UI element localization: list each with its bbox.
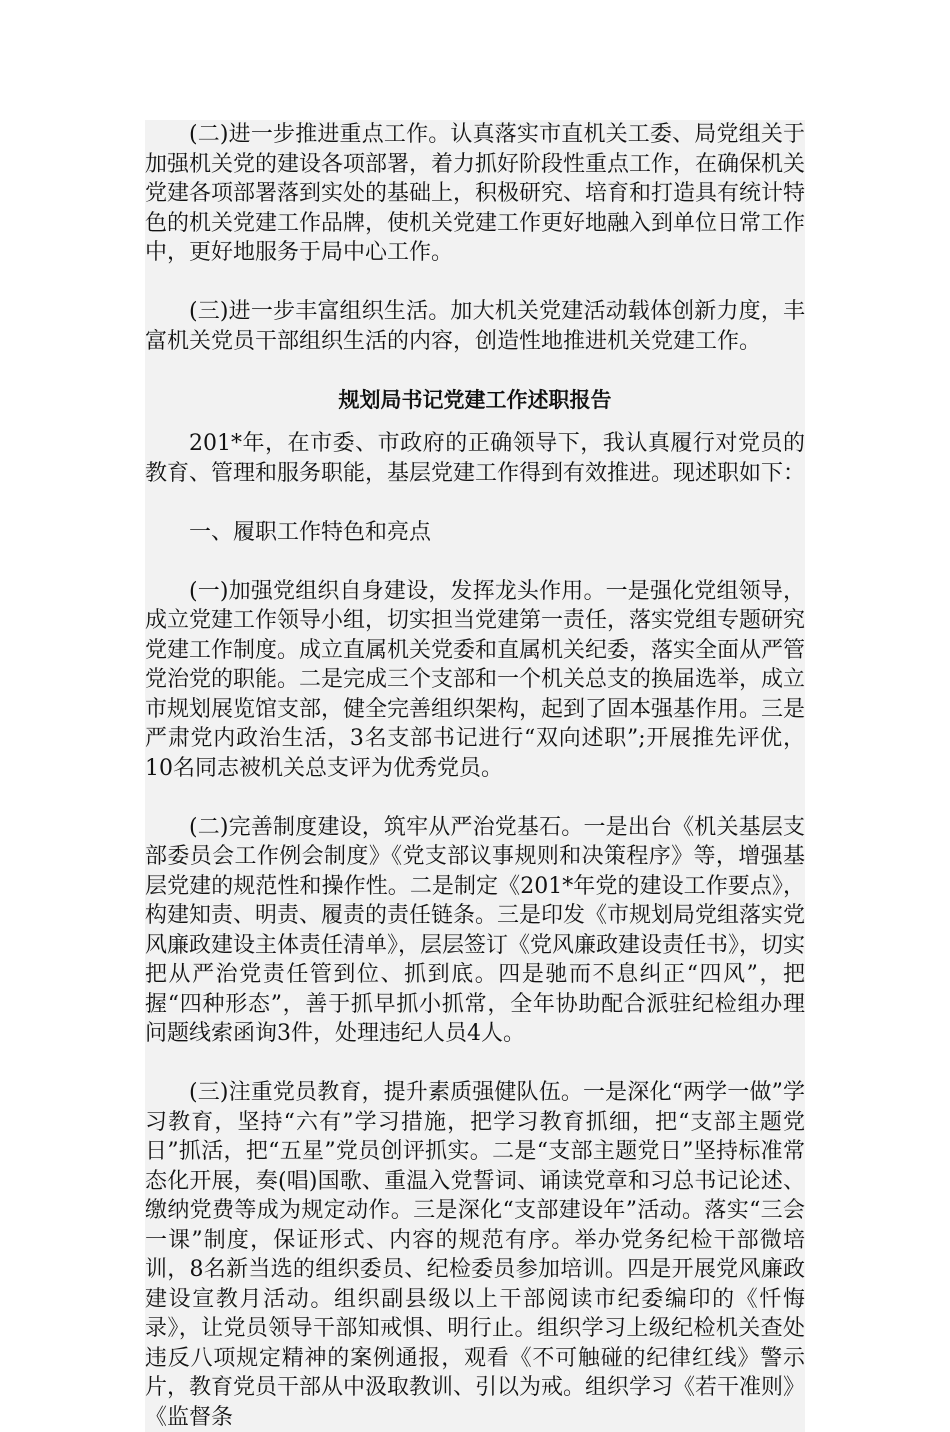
paragraph-party-building: (一)加强党组织自身建设，发挥龙头作用。一是强化党组领导，成立党建工作领导小组，切实担当党建第一责任，落实党组专题研究党建工作制度。成立直属机关党委和直属机关纪委，落实全面从严管党治党的职能。二是完成三个支部和一个机关总支的换届选举，成立市规划展览馆支部，健全完善组织架构，起到了固本强基作用。三是严肃党内政治生活，3名支部书记进行“双向述职”;开展推先评优，10名同志被机关总支评为优秀党员。 — [145, 578, 806, 781]
section-heading-highlights: 一、履职工作特色和亮点 — [189, 519, 432, 545]
paragraph-intro: 201*年，在市委、市政府的正确领导下，我认真履行对党员的教育、管理和服务职能，基层党建工作得到有效推进。现述职如下： — [145, 431, 806, 486]
document-title: 规划局书记党建工作述职报告 — [338, 387, 612, 412]
paragraph-organization-life: (三)进一步丰富组织生活。加大机关党建活动载体创新力度，丰富机关党员干部组织生活的内容，创造性地推进机关党建工作。 — [145, 299, 805, 354]
document-body — [145, 120, 805, 1432]
paragraph-system-building: (二)完善制度建设，筑牢从严治党基石。一是出台《机关基层支部委员会工作例会制度》《党支部议事规则和决策程序》等，增强基层党建的规范性和操作性。二是制定《201*年党的建设工作要点》，构建知责、明责、履责的责任链条。三是印发《市规划局党组落实党风廉政建设主体责任清单》，层层签订《党风廉政建设责任书》，切实把从严治党责任管到位、抓到底。四是驰而不息纠正“四风”，把握“四种形态”，善于抓早抓小抓常，全年协助配合派驻纪检组办理问题线索函询3件，处理违纪人员4人。 — [145, 814, 806, 1046]
paragraph-key-work: (二)进一步推进重点工作。认真落实市直机关工委、局党组关于加强机关党的建设各项部署，着力抓好阶段性重点工作，在确保机关党建各项部署落到实处的基础上，积极研究、培育和打造具有统计特色的机关党建工作品牌，使机关党建工作更好地融入到单位日常工作中，更好地服务于局中心工作。 — [145, 122, 806, 265]
paragraph-member-education: (三)注重党员教育，提升素质强健队伍。一是深化“两学一做”学习教育，坚持“六有”学习措施，把学习教育抓细，把“支部主题党日”抓活，把“五星”党员创评抓实。二是“支部主题党日”坚持标准常态化开展，奏(唱)国歌、重温入党誓词、诵读党章和习总书记论述、缴纳党费等成为规定动作。三是深化“支部建设年”活动。落实“三会一课”制度，保证形式、内容的规范有序。举办党务纪检干部微培训，8名新当选的组织委员、纪检委员参加培训。四是开展党风廉政建设宣教月活动。组织副县级以上干部阅读市纪委编印的《忏悔录》，让党员领导干部知戒惧、明行止。组织学习上级纪检机关查处违反八项规定精神的案例通报，观看《不可触碰的纪律红线》警示片，教育党员干部从中汲取教训、引以为戒。组织学习《若干准则》《监督条 — [145, 1080, 806, 1430]
